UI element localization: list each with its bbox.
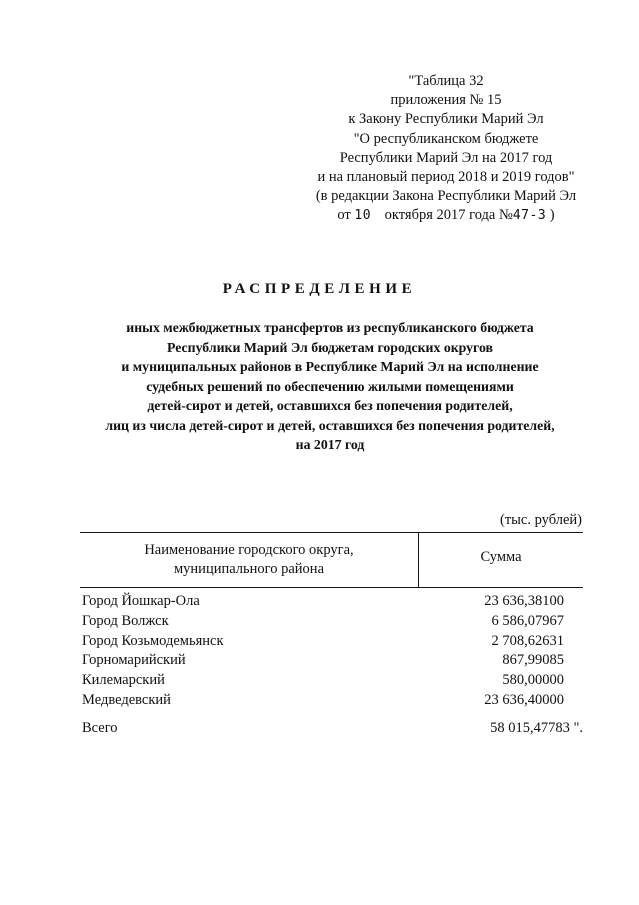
date-day: 10 — [354, 208, 372, 224]
subtitle-line: иных межбюджетных трансфертов из республиканского бюджета — [126, 320, 534, 335]
table-total-row — [80, 720, 583, 740]
row-value: 6 586,07967 — [491, 612, 564, 629]
subtitle-line: на 2017 год — [295, 437, 365, 452]
document-subtitle — [60, 318, 600, 455]
total-value: 58 015,47783 ". — [490, 720, 583, 736]
header-line: "О республиканском бюджете — [353, 130, 539, 147]
header-line: Республики Марий Эл на 2017 год — [339, 149, 553, 166]
header-line: к Закону Республики Марий Эл — [348, 111, 544, 128]
date-prefix: от — [337, 207, 351, 224]
subtitle-line: лиц из числа детей-сирот и детей, оставшихся без попечения родителей, — [105, 417, 555, 433]
row-name: Килемарский — [82, 672, 165, 689]
table-row — [80, 593, 583, 613]
units-label: (тыс. рублей) — [500, 512, 582, 528]
table-header — [80, 532, 583, 588]
date-suffix: ) — [549, 207, 555, 224]
column-header-name-line: Наименование городского округа, — [144, 542, 354, 558]
row-name: Медведевский — [82, 691, 171, 708]
subtitle-line: судебных решений по обеспечению жилыми помещениями — [146, 378, 514, 394]
header-line: и на плановый период 2018 и 2019 годов" — [317, 169, 575, 186]
table-row — [80, 633, 583, 653]
subtitle-line: и муниципальных районов в Республике Марий Эл на исполнение — [121, 359, 539, 374]
table-row — [80, 672, 583, 692]
row-value: 2 708,62631 — [491, 632, 564, 649]
table-row — [80, 652, 583, 672]
header-line: "Таблица 32 — [408, 73, 484, 89]
row-name: Город Волжск — [82, 612, 169, 629]
table-row — [80, 692, 583, 712]
header-line: приложения № 15 — [390, 92, 502, 109]
header-line-date — [300, 206, 592, 225]
row-value: 23 636,40000 — [484, 691, 564, 708]
subtitle-line: Республики Марий Эл бюджетам городских округов — [166, 339, 493, 355]
table-body — [80, 593, 583, 712]
column-header-sum: Сумма — [480, 549, 522, 565]
subtitle-line: детей-сирот и детей, оставшихся без попечения родителей, — [147, 398, 513, 413]
date-month-year: октября 2017 года № — [384, 207, 513, 224]
column-header-name — [80, 541, 418, 579]
row-value: 580,00000 — [502, 672, 564, 689]
row-name: Город Козьмодемьянск — [82, 632, 224, 649]
header-line: (в редакции Закона Республики Марий Эл — [315, 188, 577, 205]
row-value: 23 636,38100 — [484, 593, 564, 609]
row-name: Горномарийский — [82, 652, 186, 669]
row-name: Город Йошкар-Ола — [82, 593, 200, 609]
law-number: 47-З — [512, 208, 547, 224]
document-title: РАСПРЕДЕЛЕНИЕ — [222, 281, 417, 297]
table-row — [80, 613, 583, 633]
total-label: Всего — [82, 720, 118, 736]
appendix-header — [300, 72, 592, 226]
row-value: 867,99085 — [502, 652, 564, 669]
column-header-name-line: муниципального района — [174, 561, 324, 577]
